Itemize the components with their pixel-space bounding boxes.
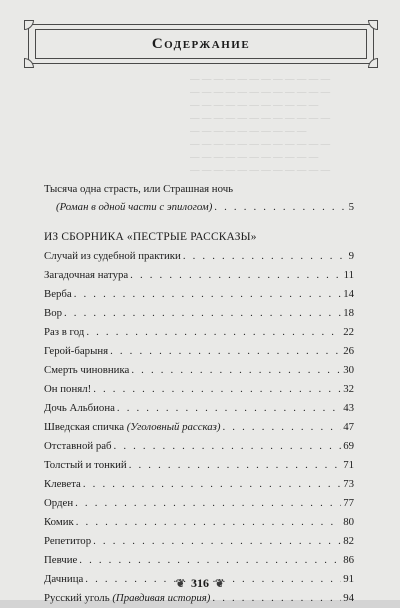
toc-entry[interactable] xyxy=(44,551,354,570)
toc-entry[interactable] xyxy=(44,456,354,475)
toc-entry-page: 32 xyxy=(343,383,354,395)
toc-entry[interactable] xyxy=(44,589,354,608)
leader-dots xyxy=(130,266,341,285)
toc-entry-page: 30 xyxy=(343,364,354,376)
toc-entry[interactable] xyxy=(44,494,354,513)
toc-entry[interactable] xyxy=(44,247,354,266)
toc-entry-page: 71 xyxy=(343,459,354,471)
toc-entries xyxy=(44,247,354,608)
toc-entry-page: 9 xyxy=(348,250,354,262)
toc-entry-title: Толстый и тонкий xyxy=(44,459,127,471)
toc-entry-title: Он понял! xyxy=(44,383,92,395)
leader-dots xyxy=(93,380,341,399)
toc-entry-page: 14 xyxy=(343,288,354,300)
page-footer xyxy=(0,576,400,591)
toc-entry-title: Орден xyxy=(44,497,74,509)
header-corner xyxy=(368,20,378,30)
leader-dots xyxy=(93,532,341,551)
toc-entry[interactable] xyxy=(44,266,354,285)
toc-entry-page: 18 xyxy=(343,307,354,319)
toc-entry-title: Репетитор xyxy=(44,535,92,547)
toc-entry-title: Герой-барыня xyxy=(44,345,109,357)
toc-entry[interactable] xyxy=(44,437,354,456)
toc-entry-title: Певчие xyxy=(44,554,78,566)
toc-entry-title: Комик xyxy=(44,516,74,528)
toc-entry-title: Русский уголь (Правдивая история) xyxy=(44,592,211,604)
leader-dots xyxy=(110,342,341,361)
toc-entry[interactable] xyxy=(44,513,354,532)
toc-entry[interactable] xyxy=(44,418,354,437)
toc-entry-note: (Правдивая история) xyxy=(112,592,211,604)
toc-entry-page: 47 xyxy=(343,421,354,433)
toc-entry-page: 69 xyxy=(343,440,354,452)
toc-entry-page: 73 xyxy=(343,478,354,490)
table-of-contents xyxy=(44,180,354,608)
leader-dots xyxy=(214,198,346,217)
leader-dots xyxy=(64,304,341,323)
leader-dots xyxy=(74,285,342,304)
toc-entry[interactable] xyxy=(44,285,354,304)
leader-dots xyxy=(76,513,341,532)
header-corner xyxy=(24,58,34,68)
leader-dots xyxy=(75,494,341,513)
leader-dots xyxy=(131,361,341,380)
leader-dots xyxy=(86,323,341,342)
toc-entry[interactable] xyxy=(44,380,354,399)
ornament-icon: ❦ xyxy=(175,578,185,590)
toc-entry[interactable] xyxy=(44,532,354,551)
contents-header xyxy=(28,24,374,64)
toc-entry[interactable] xyxy=(44,399,354,418)
toc-entry[interactable] xyxy=(44,323,354,342)
toc-entry-title: Вор xyxy=(44,307,62,319)
toc-entry-page: 91 xyxy=(343,573,354,585)
toc-novel-subtitle: (Роман в одной части с эпилогом) xyxy=(56,201,213,213)
toc-entry-title: Шведская спичка (Уголовный рассказ) xyxy=(44,421,221,433)
toc-entry-page: 26 xyxy=(343,345,354,357)
leader-dots xyxy=(223,418,342,437)
toc-entry-page: 82 xyxy=(343,535,354,547)
toc-entry-page: 5 xyxy=(348,201,354,213)
toc-entry-page: 43 xyxy=(343,402,354,414)
header-frame xyxy=(35,29,367,59)
toc-entry-title: Дачница xyxy=(44,573,84,585)
toc-entry-title: Случай из судебной практики xyxy=(44,250,181,262)
show-through-text: — — — — — — — — — — — — — — — — — — — — — — — — — — — — — — — — — — — — — — — — — — — — — — — — — — — — — — — — — — — — — — — — — — — — — — — — — — — — — — — — — — — — — — — — — — — — xyxy=(190,75,331,176)
toc-entry[interactable] xyxy=(44,475,354,494)
toc-entry-page: 94 xyxy=(343,592,354,604)
toc-entry-title: Верба xyxy=(44,288,72,300)
ornament-icon: ❦ xyxy=(215,578,225,590)
leader-dots xyxy=(83,475,341,494)
toc-entry-page: 86 xyxy=(343,554,354,566)
leader-dots xyxy=(129,456,342,475)
toc-entry[interactable] xyxy=(44,361,354,380)
page-number: 316 xyxy=(191,576,209,590)
leader-dots xyxy=(114,437,342,456)
toc-entry-title: Тысяча одна страсть, или Страшная ночь xyxy=(44,183,234,195)
toc-entry-title: Смерть чиновника xyxy=(44,364,130,376)
toc-entry-title: Отставной раб xyxy=(44,440,112,452)
toc-entry-title: Загадочная натура xyxy=(44,269,129,281)
toc-entry-page: 22 xyxy=(343,326,354,338)
toc-novel-title[interactable] xyxy=(44,180,354,198)
toc-novel-subtitle-row[interactable] xyxy=(44,198,354,217)
toc-entry[interactable] xyxy=(44,342,354,361)
toc-section-heading: ИЗ СБОРНИКА «ПЕСТРЫЕ РАССКАЗЫ» xyxy=(44,231,257,243)
toc-entry-title: Клевета xyxy=(44,478,81,490)
toc-entry-note: (Уголовный рассказ) xyxy=(126,421,221,433)
leader-dots xyxy=(212,589,341,608)
toc-entry[interactable] xyxy=(44,304,354,323)
header-corner xyxy=(368,58,378,68)
page-title: Содержание xyxy=(151,35,251,52)
leader-dots xyxy=(79,551,341,570)
leader-dots xyxy=(183,247,347,266)
toc-entry-title: Раз в год xyxy=(44,326,85,338)
toc-entry-page: 77 xyxy=(343,497,354,509)
toc-entry-title: Дочь Альбиона xyxy=(44,402,115,414)
toc-entry-page: 11 xyxy=(343,269,354,281)
leader-dots xyxy=(117,399,341,418)
header-corner xyxy=(24,20,34,30)
toc-entry-page: 80 xyxy=(343,516,354,528)
